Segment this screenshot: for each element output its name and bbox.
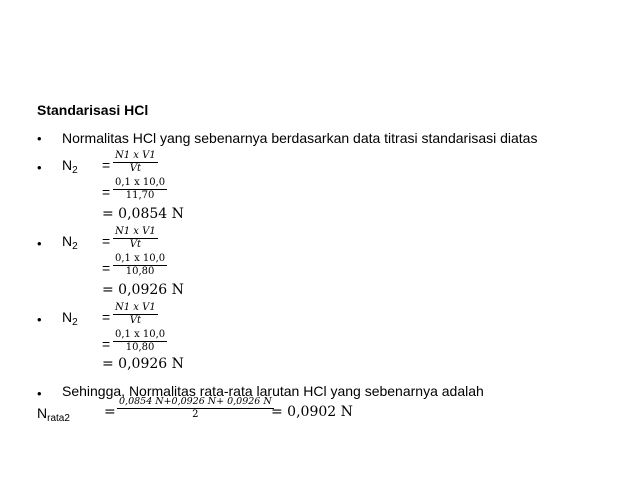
calc-result: = 0,0926 N: [102, 356, 184, 372]
values-denominator: 10,80: [125, 342, 155, 353]
formula-numerator: N1 x V1: [115, 302, 156, 313]
bullet-symbol: •: [37, 386, 42, 401]
calc-result: = 0,0926 N: [102, 282, 184, 298]
final-fraction: [117, 396, 274, 421]
intro-text: Normalitas HCl yang sebenarnya berdasarkan data titrasi standarisasi diatas: [62, 130, 538, 146]
final-label: $N_{rata2}$: [37, 405, 70, 424]
bullet-symbol: •: [37, 131, 42, 146]
formula-denominator: Vt: [129, 315, 141, 326]
bullet-symbol: •: [37, 312, 42, 327]
formula-fraction: [113, 302, 158, 327]
formula-denominator: Vt: [129, 239, 141, 250]
equals-sign: =: [102, 157, 111, 173]
formula-fraction: [113, 226, 158, 251]
bullet-symbol: •: [37, 236, 42, 251]
values-fraction: [113, 253, 167, 278]
calc-result: = 0,0854 N: [102, 206, 184, 222]
calc-label: $N_2$: [62, 233, 78, 252]
values-numerator: 0,1 x 10,0: [115, 329, 166, 340]
final-result: = 0,0902 N: [271, 404, 353, 420]
equals-sign: =: [102, 233, 111, 249]
section-title: Standarisasi HCl: [37, 102, 149, 118]
values-numerator: 0,1 x 10,0: [115, 177, 166, 188]
equals-sign: =: [104, 404, 116, 420]
values-fraction: [113, 177, 167, 202]
formula-numerator: N1 x V1: [115, 226, 156, 237]
equals-sign: =: [102, 184, 111, 200]
equals-sign: =: [102, 336, 111, 352]
formula-numerator: N1 x V1: [115, 150, 156, 161]
equals-sign: =: [102, 260, 111, 276]
values-numerator: 0,1 x 10,0: [115, 253, 166, 264]
values-fraction: [113, 329, 167, 354]
conclusion-text: Sehingga, Normalitas rata-rata larutan HCl yang sebenarnya adalah: [62, 383, 484, 399]
values-denominator: 11,70: [125, 190, 155, 201]
values-denominator: 10,80: [125, 266, 155, 277]
bullet-symbol: •: [37, 160, 42, 175]
calc-label: $N_2$: [62, 309, 78, 328]
final-denominator: 2: [192, 409, 199, 420]
formula-denominator: Vt: [129, 163, 141, 174]
calc-label: $N_2$: [62, 157, 78, 176]
equals-sign: =: [102, 309, 111, 325]
final-numerator: 0,0854 N+0,0926 N+ 0,0926 N: [119, 396, 272, 407]
formula-fraction: [113, 150, 158, 175]
